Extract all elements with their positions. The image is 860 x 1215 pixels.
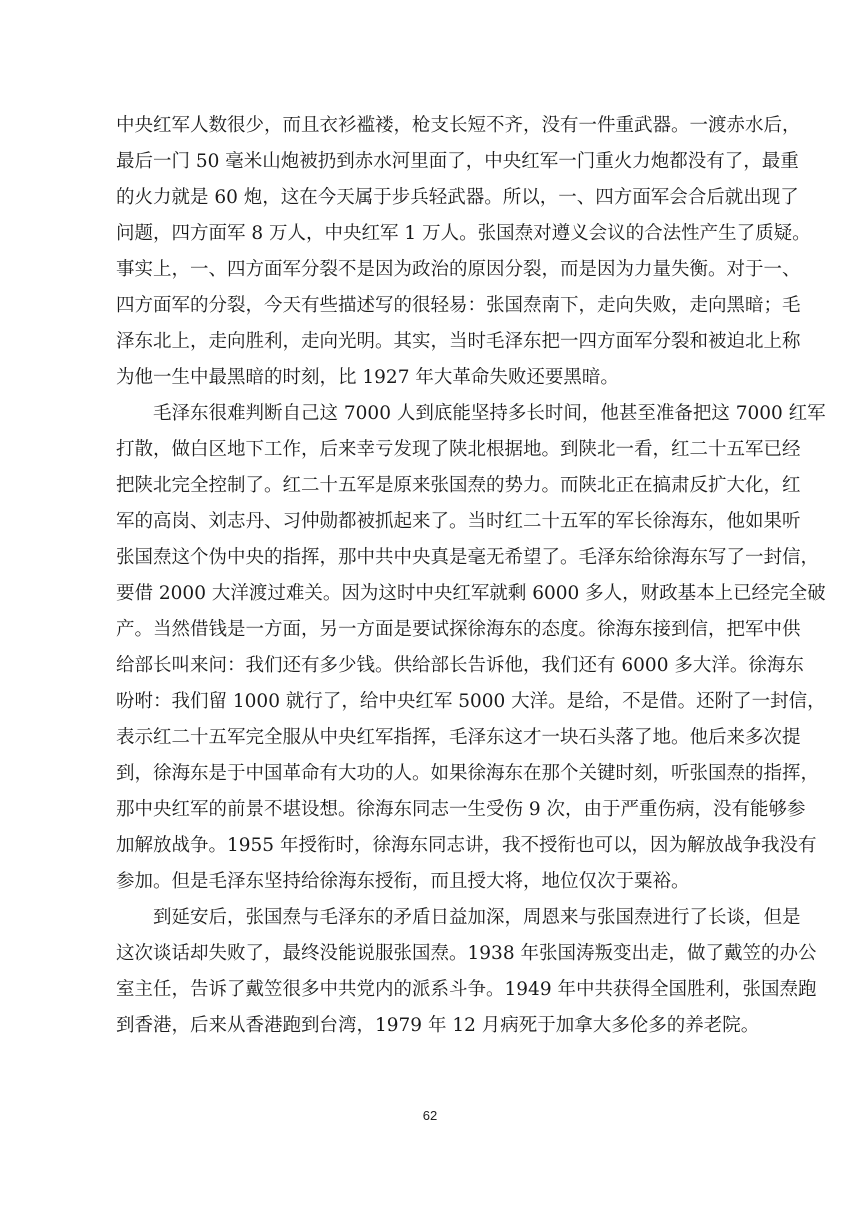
text-line: 军的高岗、刘志丹、习仲勋都被抓起来了。当时红二十五军的军长徐海东，他如果听: [116, 511, 801, 532]
text-line: 产。当然借钱是一方面，另一方面是要试探徐海东的态度。徐海东接到信，把军中供: [116, 619, 801, 640]
text-line: 这次谈话却失败了，最终没能说服张国焘。1938 年张国涛叛变出走，做了戴笠的办公: [116, 943, 817, 964]
text-line: 泽东北上，走向胜利，走向光明。其实，当时毛泽东把一四方面军分裂和被迫北上称: [116, 331, 801, 352]
text-line: 为他一生中最黑暗的时刻，比 1927 年大革命失败还要黑暗。: [116, 367, 619, 388]
text-line: 四方面军的分裂，今天有些描述写的很轻易：张国焘南下，走向失败，走向黑暗；毛: [116, 295, 801, 316]
text-line: 到香港，后来从香港跑到台湾，1979 年 12 月病死于加拿大多伦多的养老院。: [116, 1015, 760, 1036]
text-line: 问题，四方面军 8 万人，中央红军 1 万人。张国焘对遵义会议的合法性产生了质疑。: [116, 223, 811, 244]
text-line: 要借 2000 大洋渡过难关。因为这时中央红军就剩 6000 多人，财政基本上已经完全破: [116, 583, 826, 604]
text-line: 中央红军人数很少，而且衣衫褴褛，枪支长短不齐，没有一件重武器。一渡赤水后，: [116, 115, 801, 136]
text-line: 吩咐：我们留 1000 就行了，给中央红军 5000 大洋。是给，不是借。还附了一封信，: [116, 691, 826, 712]
text-line: 的火力就是 60 炮，这在今天属于步兵轻武器。所以，一、四方面军会合后就出现了: [116, 187, 799, 208]
text-line: 毛泽东很难判断自己这 7000 人到底能坚持多长时间，他甚至准备把这 7000 红军: [153, 403, 826, 424]
text-line: 张国焘这个伪中央的指挥，那中共中央真是毫无希望了。毛泽东给徐海东写了一封信，: [116, 547, 820, 568]
text-line: 给部长叫来问：我们还有多少钱。供给部长告诉他，我们还有 6000 多大洋。徐海东: [116, 655, 804, 676]
text-line: 那中央红军的前景不堪设想。徐海东同志一生受伤 9 次，由于严重伤病，没有能够参: [116, 799, 806, 820]
text-line: 加解放战争。1955 年授衔时，徐海东同志讲，我不授衔也可以，因为解放战争我没有: [116, 835, 817, 856]
paragraph-1: [116, 108, 811, 396]
body-text: [116, 108, 826, 1044]
text-line: 打散，做白区地下工作，后来幸亏发现了陕北根据地。到陕北一看，红二十五军已经: [116, 439, 801, 460]
text-line: 最后一门 50 毫米山炮被扔到赤水河里面了，中央红军一门重火力炮都没有了，最重: [116, 151, 799, 172]
text-line: 表示红二十五军完全服从中央红军指挥，毛泽东这才一块石头落了地。他后来多次提: [116, 727, 801, 748]
text-line: 到，徐海东是于中国革命有大功的人。如果徐海东在那个关键时刻，听张国焘的指挥，: [116, 763, 820, 784]
paragraph-3: [116, 900, 817, 1044]
text-line: 到延安后，张国焘与毛泽东的矛盾日益加深，周恩来与张国焘进行了长谈，但是: [153, 907, 801, 928]
text-line: 把陕北完全控制了。红二十五军是原来张国焘的势力。而陕北正在搞肃反扩大化，红: [116, 475, 801, 496]
text-line: 室主任，告诉了戴笠很多中共党内的派系斗争。1949 年中共获得全国胜利，张国焘跑: [116, 979, 817, 1000]
paragraph-2: [116, 396, 826, 900]
text-line: 参加。但是毛泽东坚持给徐海东授衔，而且授大将，地位仅次于粟裕。: [116, 871, 690, 892]
page-number: 62: [422, 1108, 438, 1123]
text-line: 事实上，一、四方面军分裂不是因为政治的原因分裂，而是因为力量失衡。对于一、: [116, 259, 801, 280]
